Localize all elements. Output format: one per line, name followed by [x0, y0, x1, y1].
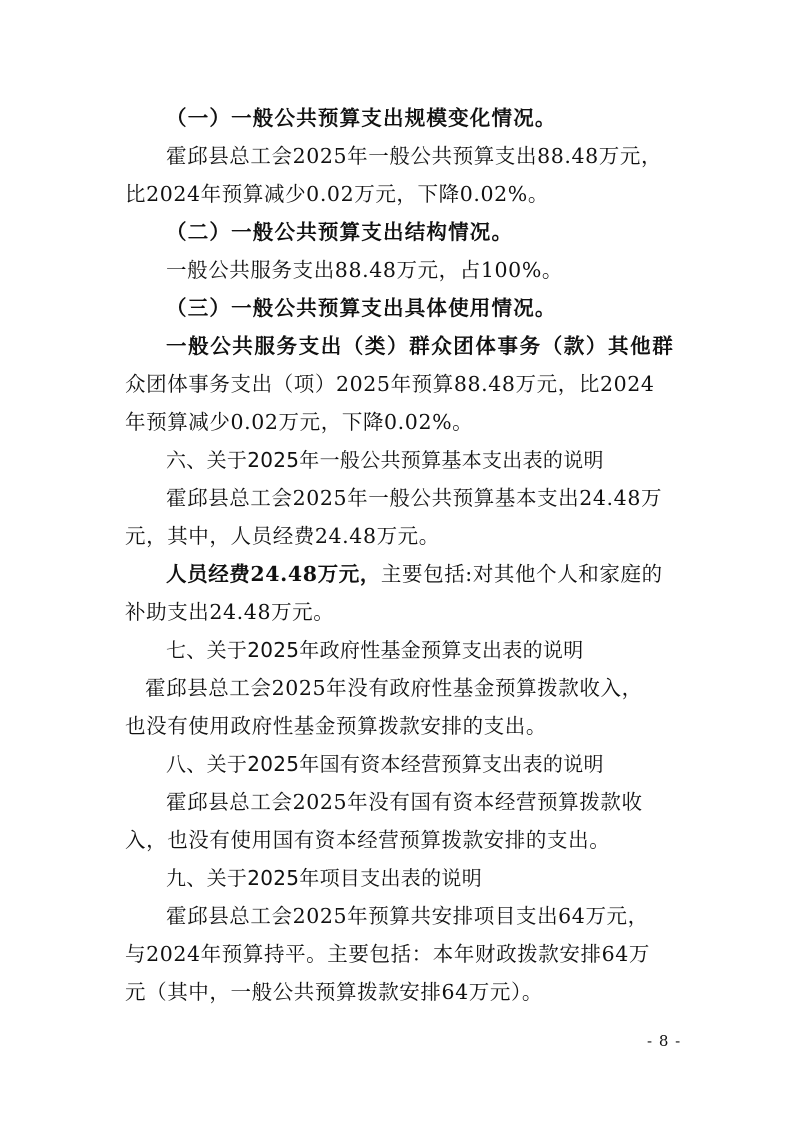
paragraph-line: 霍邱县总工会2025年预算共安排项目支出64万元， — [166, 904, 649, 928]
section-heading-7: 七、关于2025年政府性基金预算支出表的说明 — [166, 638, 584, 662]
paragraph-line: 众团体事务支出（项）2025年预算88.48万元，比2024 — [125, 372, 655, 396]
paragraph-line: 入，也没有使用国有资本经营预算拨款安排的支出。 — [125, 828, 611, 852]
paragraph-line: 也没有使用政府性基金预算拨款安排的支出。 — [125, 714, 547, 738]
personnel-expense-emphasis: 人员经费24.48万元， — [166, 562, 381, 586]
paragraph-text: 主要包括:对其他个人和家庭的 — [380, 562, 663, 586]
section-heading-6: 六、关于2025年一般公共预算基本支出表的说明 — [166, 448, 604, 472]
paragraph-line: 元（其中，一般公共预算拨款安排64万元）。 — [125, 980, 543, 1004]
section-heading-9: 九、关于2025年项目支出表的说明 — [166, 866, 482, 890]
paragraph-line: 一般公共服务支出（类）群众团体事务（款）其他群 — [166, 334, 675, 358]
paragraph-line: 年预算减少0.02万元，下降0.02%。 — [125, 410, 474, 434]
page-number: - 8 - — [647, 1032, 682, 1050]
paragraph-line: 一般公共服务支出88.48万元，占100%。 — [166, 258, 563, 282]
section-heading-1: （一）一般公共预算支出规模变化情况。 — [166, 106, 557, 130]
paragraph-line: 补助支出24.48万元。 — [125, 600, 335, 624]
paragraph-line: 元，其中，人员经费24.48万元。 — [125, 524, 440, 548]
section-heading-8: 八、关于2025年国有资本经营预算支出表的说明 — [166, 752, 604, 776]
paragraph-line — [166, 559, 793, 589]
paragraph-line: 霍邱县总工会2025年一般公共预算基本支出24.48万 — [166, 486, 663, 510]
section-heading-2: （二）一般公共预算支出结构情况。 — [166, 220, 514, 244]
paragraph-line: 霍邱县总工会2025年没有政府性基金预算拨款收入， — [145, 676, 643, 700]
paragraph-line: 比2024年预算减少0.02万元，下降0.02%。 — [125, 182, 549, 206]
paragraph-line: 与2024年预算持平。主要包括：本年财政拨款安排64万 — [125, 942, 650, 966]
section-heading-3: （三）一般公共预算支出具体使用情况。 — [166, 296, 557, 320]
paragraph-line: 霍邱县总工会2025年一般公共预算支出88.48万元， — [166, 144, 663, 168]
paragraph-line: 霍邱县总工会2025年没有国有资本经营预算拨款收 — [166, 790, 643, 814]
